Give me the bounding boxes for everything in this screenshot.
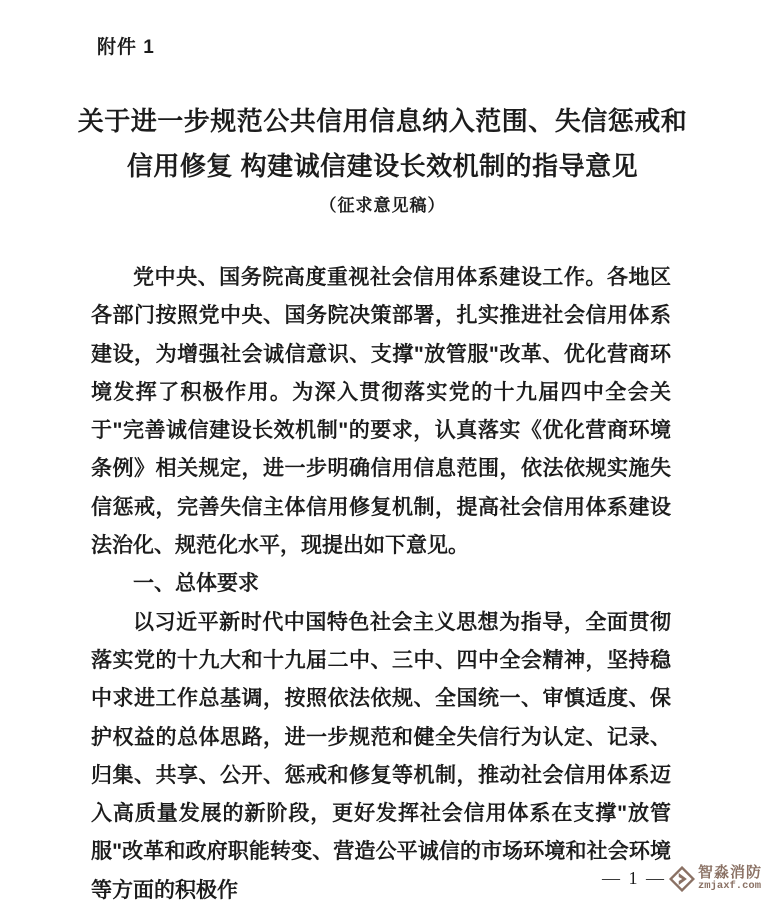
document-subtitle: （征求意见稿） <box>319 196 446 215</box>
watermark-brand-name: 智淼消防 <box>697 864 762 882</box>
page-footer <box>602 865 762 892</box>
paragraph-guiding-ideology: 以习近平新时代中国特色社会主义思想为指导，全面贯彻落实党的十九大和十九届二中、三中、四中全会精神，坚持稳中求进工作总基调，按照依法依规、全国统一、审慎适度、保护权益的总体思路，进一步规范和健全失信行为认定、记录、归集、共享、公开、惩戒和修复等机制，推动社会信用体系迈入高质量发展的新阶段，更好发挥社会信用体系在支撑"放管服"改革和政府职能转变、营造公平诚信的市场环境和社会环境等方面的积极作 <box>91 610 671 902</box>
watermark-text <box>698 865 762 892</box>
document-title: 关于进一步规范公共信用信息纳入范围、失信惩戒和信用修复 构建诚信建设长效机制的指导意见 <box>77 106 688 181</box>
watermark-stamp <box>669 865 762 892</box>
zmjaxf-logo-icon <box>669 866 695 892</box>
paragraph-intro: 党中央、国务院高度重视社会信用体系建设工作。各地区各部门按照党中央、国务院决策部署，扎实推进社会信用体系建设，为增强社会诚信意识、支撑"放管服"改革、优化营商环境发挥了积极作用。为深入贯彻落实党的十九届四中全会关于"完善诚信建设长效机制"的要求，认真落实《优化营商环境条例》相关规定，进一步明确信用信息范围，依法依规实施失信惩戒，完善失信主体信用修复机制，提高社会信用体系建设法治化、规范化水平，现提出如下意见。 <box>91 266 671 558</box>
section-heading-overall-requirements: 一、总体要求 <box>133 572 259 596</box>
attachment-label: 附件 1 <box>97 37 155 58</box>
page-number: — 1 — <box>601 868 666 889</box>
document-body <box>91 259 671 906</box>
watermark-domain-url: zmjaxf.com <box>697 879 761 892</box>
